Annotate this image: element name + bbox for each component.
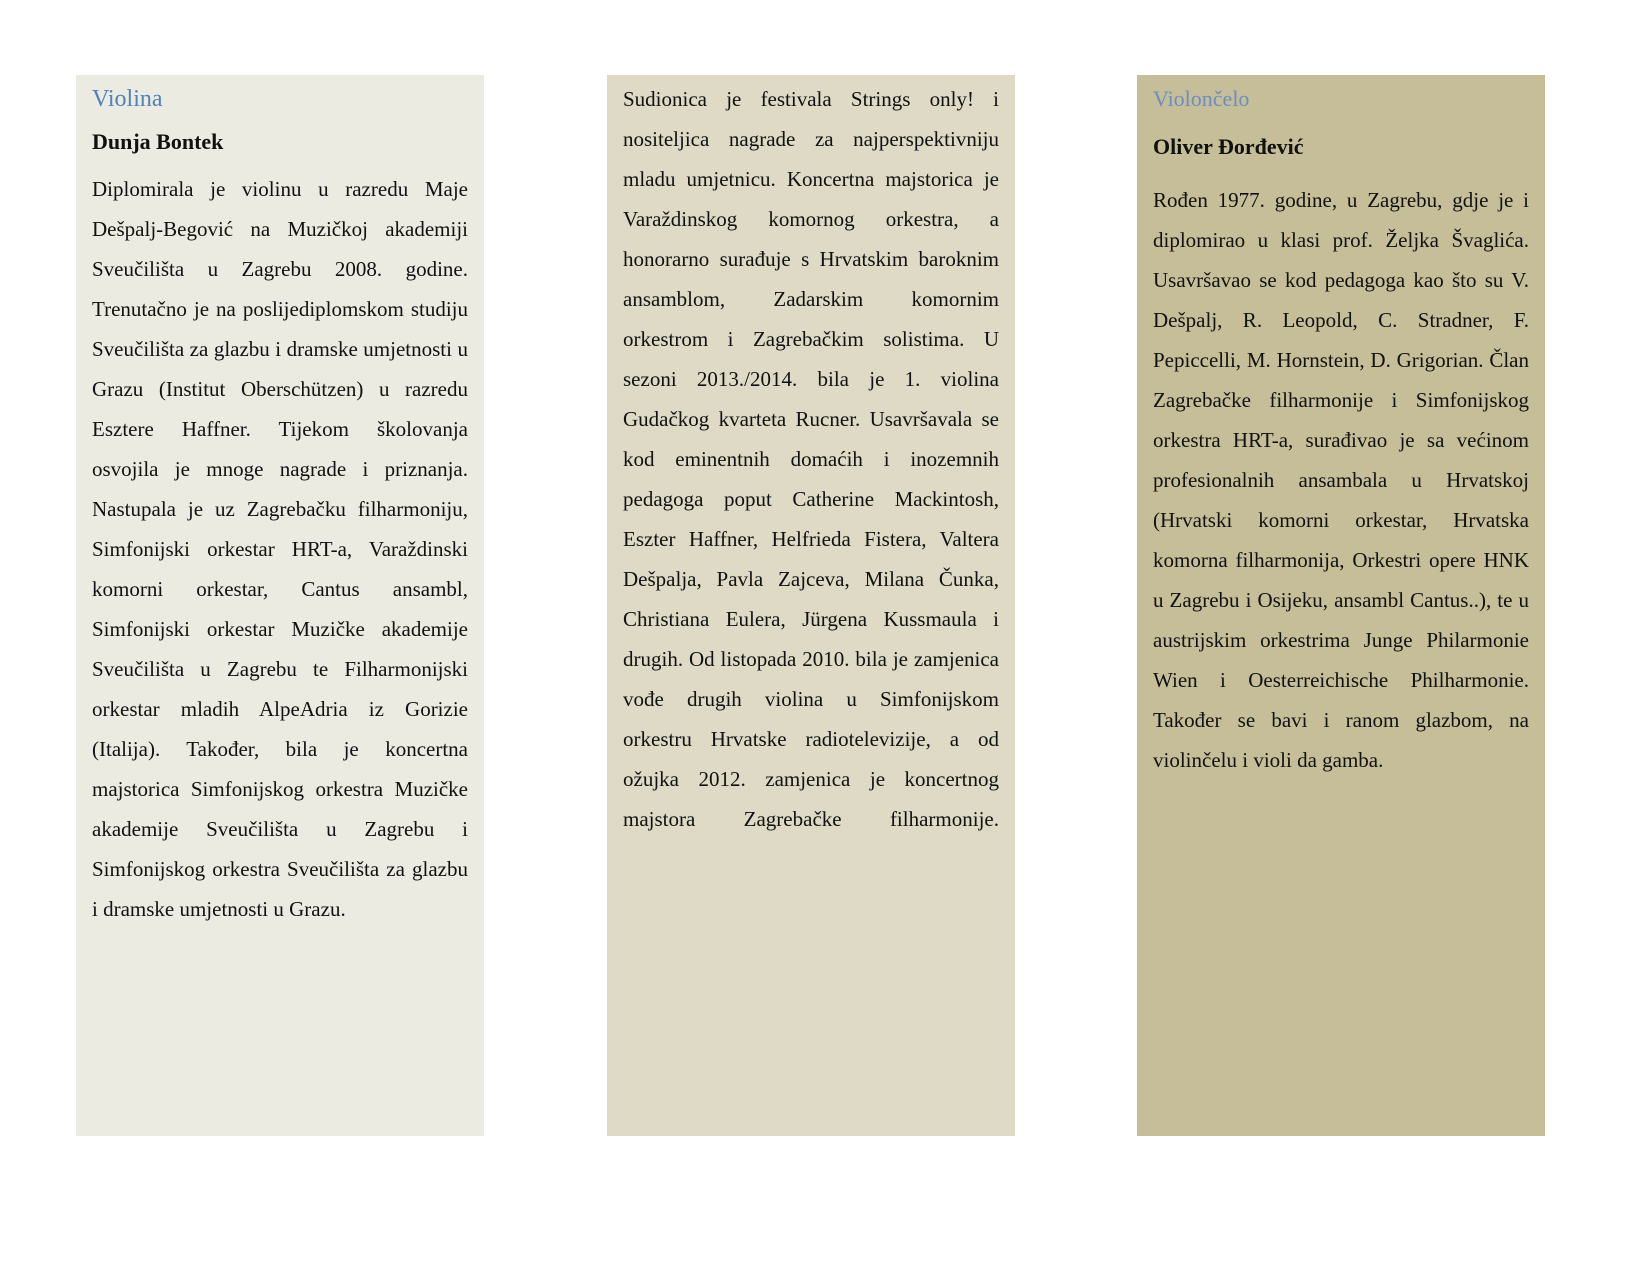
biography-dunja-bontek: Diplomirala je violinu u razredu Maje Dešpalj-Begović na Muzičkoj akademiji Sveučilišta u Zagrebu 2008. godine. Trenutačno je na poslijediplomskom studiju Sveučilišta za glazbu i dramske umjetnosti u Grazu (Institut Oberschützen) u razredu Esztere Haffner. Tijekom školovanja osvojila je mnoge nagrade i priznanja. Nastupala je uz Zagrebačku filharmoniju, Simfonijski orkestar HRT-a, Varaždinski komorni orkestar, Cantus ansambl, Simfonijski orkestar Muzičke akademije Sveučilišta u Zagrebu te Filharmonijski orkestar mladih AlpeAdria iz Gorizie (Italija). Također, bila je koncertna majstorica Simfonijskog orkestra Muzičke akademije Sveučilišta u Zagrebu i Simfonijskog orkestra Sveučilišta za glazbu i dramske umjetnosti u Grazu. <box>92 177 468 921</box>
section-title-violoncelo: Violončelo <box>1153 86 1250 111</box>
biography-oliver-dordevic: Rođen 1977. godine, u Zagrebu, gdje je i diplomirao u klasi prof. Željka Švaglića. Usavršavao se kod pedagoga kao što su V. Dešpalj, R. Leopold, C. Stradner, F. Pepiccelli, M. Hornstein, D. Grigorian. Član Zagrebačke filharmonije i Simfonijskog orkestra HRT-a, surađivao je sa većinom profesionalnih ansambala u Hrvatskoj (Hrvatski komorni orkestar, Hrvatska komorna filharmonija, Orkestri opere HNK u Zagrebu i Osijeku, ansambl Cantus..), te u austrijskim orkestrima Junge Philarmonie Wien i Oesterreichische Philharmonie. Također se bavi i ranom glazbom, na violinčelu i violi da gamba. <box>1153 188 1529 772</box>
section-title-violina: Violina <box>92 86 163 112</box>
biography-dunja-bontek-continued: Sudionica je festivala Strings only! i nositeljica nagrade za najperspektivniju mladu umjetnicu. Koncertna majstorica je Varaždinskog komornog orkestra, a honorarno surađuje s Hrvatskim baroknim ansamblom, Zadarskim komornim orkestrom i Zagrebačkim solistima. U sezoni 2013./2014. bila je 1. violina Gudačkog kvarteta Rucner. Usavršavala se kod eminentnih domaćih i inozemnih pedagoga poput Catherine Mackintosh, Eszter Haffner, Helfrieda Fistera, Valtera Dešpalja, Pavla Zajceva, Milana Čunka, Christiana Eulera, Jürgena Kussmaula i drugih. Od listopada 2010. bila je zamjenica vođe drugih violina u Simfonijskom orkestru Hrvatske radiotelevizije, a od ožujka 2012. zamjenica je koncertnog majstora Zagrebačke filharmonije. <box>623 87 999 831</box>
violin-continuation-column <box>607 75 1015 1136</box>
cello-column <box>1137 75 1545 1136</box>
musician-name-oliver-dordevic: Oliver Đorđević <box>1153 134 1304 159</box>
violin-column <box>76 75 484 1136</box>
musician-name-dunja-bontek: Dunja Bontek <box>92 129 224 154</box>
